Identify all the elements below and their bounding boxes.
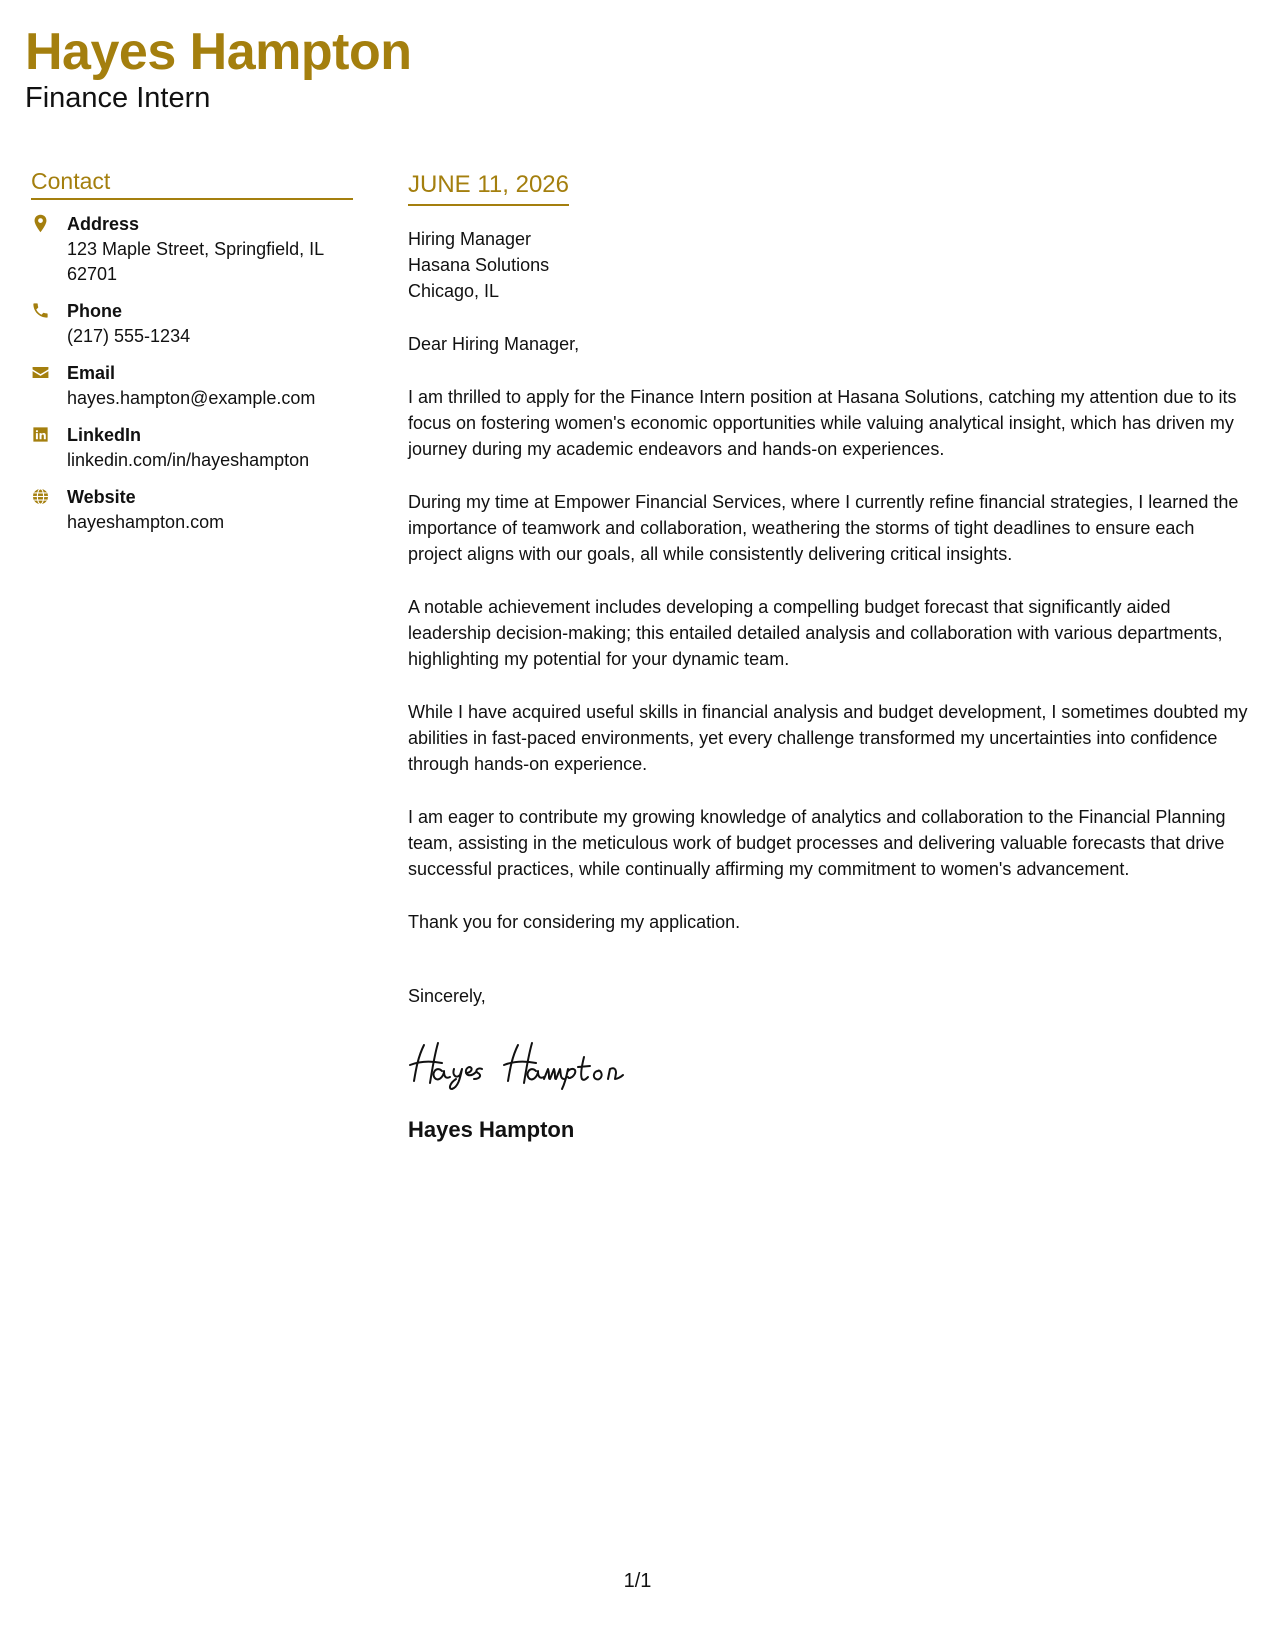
handwritten-signature xyxy=(408,1035,1248,1091)
recipient-line: Hasana Solutions xyxy=(408,255,550,275)
signoff: Sincerely, xyxy=(408,986,486,1006)
candidate-role: Finance Intern xyxy=(25,82,211,114)
contact-value-website[interactable]: hayeshampton.com xyxy=(67,512,225,532)
candidate-name: Hayes Hampton xyxy=(25,23,412,81)
contact-label-address: Address xyxy=(67,214,140,234)
contact-item-address xyxy=(31,212,353,287)
contact-value-email[interactable]: hayes.hampton@example.com xyxy=(67,388,316,408)
contact-item-email xyxy=(31,361,353,411)
contact-label-email: Email xyxy=(67,363,116,383)
contact-label-phone: Phone xyxy=(67,301,123,321)
contact-label-website: Website xyxy=(67,487,136,507)
letter-date: JUNE 11, 2026 xyxy=(408,172,569,206)
recipient-block xyxy=(408,226,1248,304)
contact-value-linkedin[interactable]: linkedin.com/in/hayeshampton xyxy=(67,450,310,470)
envelope-icon xyxy=(31,361,67,411)
linkedin-icon xyxy=(31,423,67,473)
greeting: Dear Hiring Manager, xyxy=(408,334,580,354)
body-paragraph: I am thrilled to apply for the Finance Intern position at Hasana Solutions, catching my attention due to its focus on fostering women's economic opportunities while valuing analytical insight, which has driven my journey during my academic endeavors and hands-on experiences. xyxy=(408,387,1237,459)
contact-item-linkedin xyxy=(31,423,353,473)
phone-icon xyxy=(31,299,67,349)
closing-line: Thank you for considering my application. xyxy=(408,912,741,932)
signer-name: Hayes Hampton xyxy=(408,1117,575,1142)
contact-item-phone xyxy=(31,299,353,349)
globe-icon xyxy=(31,485,67,535)
contact-item-website xyxy=(31,485,353,535)
page-number: 1/1 xyxy=(623,1570,652,1592)
contact-sidebar xyxy=(31,168,353,547)
body-paragraph: I am eager to contribute my growing knowledge of analytics and collaboration to the Financial Planning team, assisting in the meticulous work of budget processes and delivering valuable forecasts that drive successful practices, while continually affirming my commitment to women's advancement. xyxy=(408,807,1226,879)
body-paragraph: During my time at Empower Financial Services, where I currently refine financial strategies, I learned the importance of teamwork and collaboration, weathering the storms of tight deadlines to ensure each project aligns with our goals, all while consistently delivering critical insights. xyxy=(408,492,1239,564)
recipient-line: Hiring Manager xyxy=(408,229,532,249)
contact-value-address: 123 Maple Street, Springfield, IL 62701 xyxy=(67,239,324,284)
contact-value-phone: (217) 555-1234 xyxy=(67,326,191,346)
contact-label-linkedin: LinkedIn xyxy=(67,425,142,445)
body-paragraph: A notable achievement includes developing a compelling budget forecast that significantly aided leadership decision-making; this entailed detailed analysis and collaboration with various departments, highlighting my potential for your dynamic team. xyxy=(408,597,1223,669)
recipient-line: Chicago, IL xyxy=(408,281,500,301)
letter-body xyxy=(408,172,1248,1143)
map-pin-icon xyxy=(31,212,67,287)
contact-section-title: Contact xyxy=(31,168,353,200)
body-paragraph: While I have acquired useful skills in financial analysis and budget development, I sometimes doubted my abilities in fast-paced environments, yet every challenge transformed my uncertainties into confidence through hands-on experience. xyxy=(408,702,1248,774)
